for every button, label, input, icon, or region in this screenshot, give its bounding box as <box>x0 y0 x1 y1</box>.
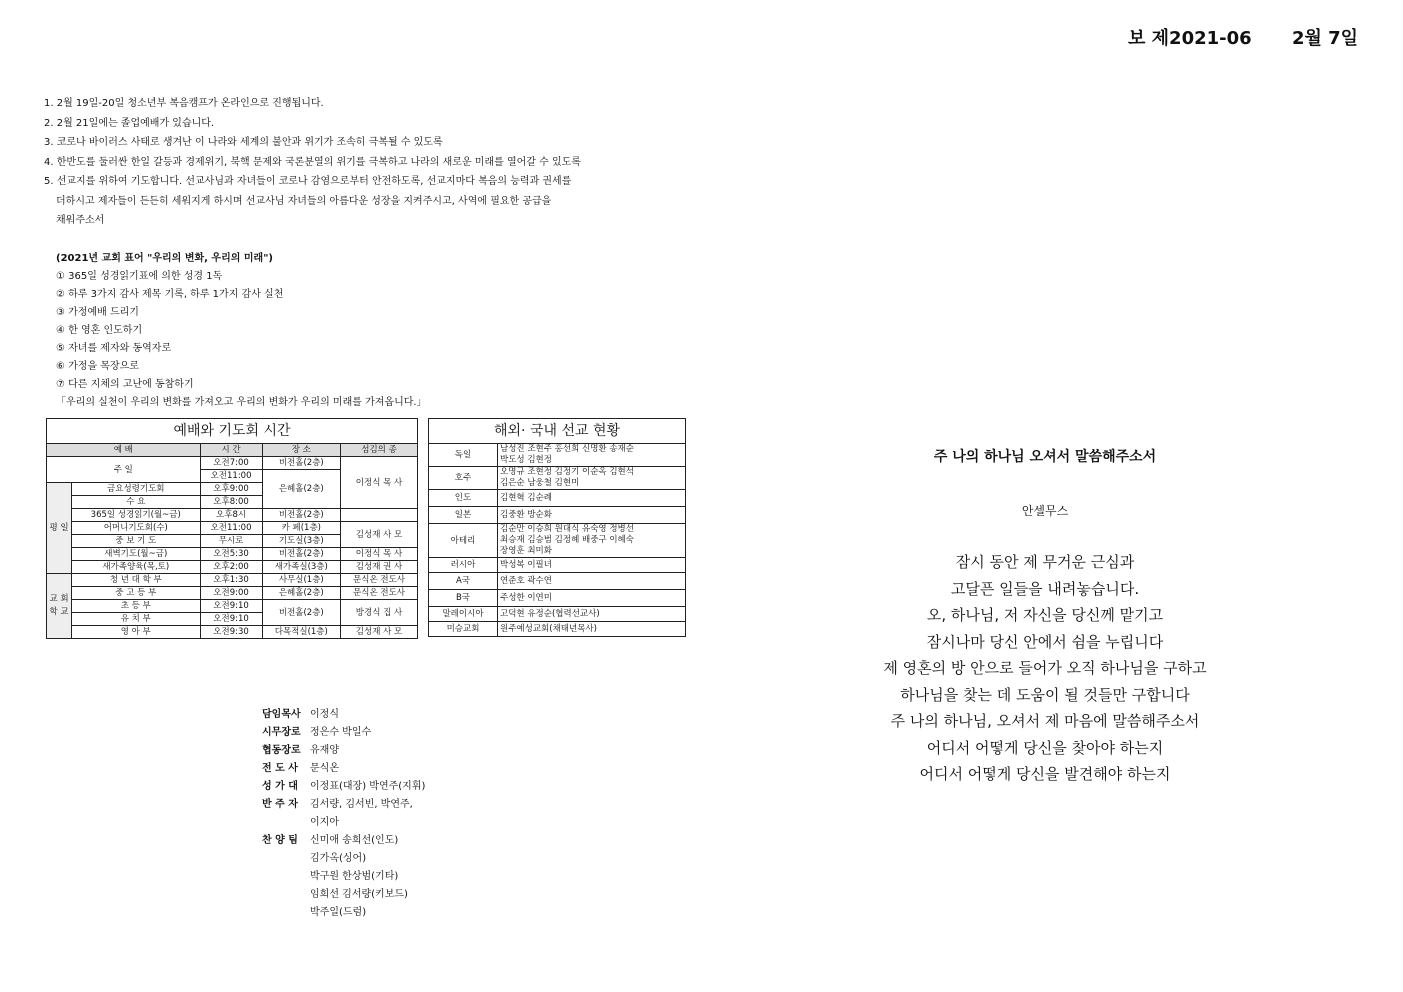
goal-item: ③ 가정예배 드리기 <box>56 307 139 318</box>
poem-line: 오, 하나님, 저 자신을 당신께 맡기고 <box>926 606 1164 624</box>
leader-cell: 김성재 사 모 <box>341 626 418 639</box>
bulletin-header <box>1128 24 1392 50</box>
place-cell: 사무실(1층) <box>262 574 340 587</box>
worship-table-title: 예배와 기도회 시간 <box>47 419 418 444</box>
poem-line: 어디서 어떻게 당신을 발견해야 하는지 <box>919 765 1171 783</box>
column-header: 시 간 <box>200 444 262 457</box>
service-name: 금요성령기도회 <box>72 483 201 496</box>
announcement-item: 5. 선교지를 위하여 기도합니다. 선교사님과 자녀들이 코로나 감염으로부터 안전하도록, 선교지마다 복음의 능력과 권세를 <box>44 176 572 187</box>
service-name: 수 요 <box>72 496 201 509</box>
announcement-item: 2. 2월 21일에는 졸업예배가 있습니다. <box>44 117 215 129</box>
time-cell: 오전9:10 <box>200 613 262 626</box>
staff-role: 시무장로 <box>262 727 301 738</box>
missionary-names: 김중환 방순화 <box>498 507 686 524</box>
service-name: 어머니기도회(수) <box>72 522 201 535</box>
service-name: 영 아 부 <box>72 626 201 639</box>
place-cell: 비전홀(2층) <box>262 457 340 470</box>
poem-line: 제 영혼의 방 안으로 들어가 오직 하나님을 구하고 <box>883 659 1207 677</box>
bulletin-date: 2월 7일 <box>1291 28 1359 49</box>
leader-cell: 이정식 목 사 <box>341 548 418 561</box>
church-staff <box>262 706 425 922</box>
church-school-label: 교 회 학 교 <box>47 574 72 639</box>
missionary-names: 오명규 조현정 김정기 이순옥 김현석 김은순 남웅철 김현미 <box>498 467 686 490</box>
missionary-names: 김순만 이승희 원대식 유숙영 정병선 최승재 김승범 김정혜 배중구 이혜숙 장영훈 최미화 <box>498 524 686 558</box>
poem-line: 주 나의 하나님, 오셔서 제 마음에 말씀해주소서 <box>890 712 1200 730</box>
goal-item: ② 하루 3가지 감사 제목 기록, 하루 1가지 감사 실천 <box>56 289 284 300</box>
time-cell: 오후8:00 <box>200 496 262 509</box>
staff-names: 이정식 <box>310 709 339 720</box>
time-cell: 오전5:30 <box>200 548 262 561</box>
country-cell: A국 <box>429 573 498 590</box>
mission-status-table <box>428 418 686 637</box>
poem-line: 고달픈 일들을 내려놓습니다. <box>950 579 1140 598</box>
announcements <box>44 94 684 231</box>
staff-role: 전 도 사 <box>262 763 298 774</box>
announcement-item: 3. 코로나 바이러스 사태로 생겨난 이 나라와 세계의 불안과 위기가 조속히 극복될 수 있도록 <box>44 137 443 148</box>
goals-title: (2021년 교회 표어 "우리의 변화, 우리의 미래") <box>56 253 273 264</box>
staff-role: 성 가 대 <box>262 781 298 792</box>
time-cell: 오후1:30 <box>200 574 262 587</box>
service-name: 유 치 부 <box>72 613 201 626</box>
time-cell: 오전9:00 <box>200 587 262 600</box>
staff-role: 담임목사 <box>262 709 301 720</box>
missionary-names: 고덕현 유정순(협력선교사) <box>498 607 686 622</box>
poem-author: 안셀무스 <box>1021 504 1069 518</box>
staff-names: 이정표(대장) 박연주(지휘) <box>310 781 426 792</box>
time-cell: 오전7:00 <box>200 457 262 470</box>
staff-role: 찬 양 팀 <box>262 835 298 846</box>
poem-line: 잠시나마 당신 안에서 쉼을 누립니다 <box>926 632 1164 651</box>
country-cell: 러시아 <box>429 558 498 573</box>
staff-names: 김서량, 김서빈, 박연주, <box>310 799 413 810</box>
missionary-names: 남성진 조현주 홍선희 신명환 송재순 박도성 김현정 <box>498 444 686 467</box>
service-name: 새벽기도(월~금) <box>72 548 201 561</box>
staff-names: 정은수 박일수 <box>310 727 372 738</box>
service-name: 중 보 기 도 <box>72 535 201 548</box>
leader-cell <box>341 509 418 522</box>
leader-cell: 문식온 전도사 <box>341 574 418 587</box>
service-name: 365일 성경읽기(월~금) <box>72 509 201 522</box>
time-cell: 무시로 <box>200 535 262 548</box>
country-cell: 독일 <box>429 444 498 467</box>
service-name: 중 고 등 부 <box>72 587 201 600</box>
place-cell: 새가족실(3층) <box>262 561 340 574</box>
place-cell: 기도실(3층) <box>262 535 340 548</box>
announcement-item: 더하시고 제자들이 든든히 세워지게 하시며 선교사님 자녀들의 아름다운 성장을 지켜주시고, 사역에 필요한 공급을 <box>56 195 552 207</box>
poem-line: 잠시 동안 제 무거운 근심과 <box>955 553 1135 571</box>
leader-cell: 김성재 권 사 <box>341 561 418 574</box>
announcement-item: 채워주소서 <box>56 215 105 226</box>
country-cell: 말레이시아 <box>429 607 498 622</box>
country-cell: 인도 <box>429 490 498 507</box>
column-header: 섬김의 종 <box>341 444 418 457</box>
country-cell: 아테리 <box>429 524 498 558</box>
place-cell: 비전홀(2층) <box>262 548 340 561</box>
leader-cell: 문식온 전도사 <box>341 587 418 600</box>
missionary-names: 김현혁 김순례 <box>498 490 686 507</box>
service-name: 청 년 대 학 부 <box>72 574 201 587</box>
place-cell: 다목적실(1층) <box>262 626 340 639</box>
goals-closing: 「우리의 실천이 우리의 변화를 가져오고 우리의 변화가 우리의 미래를 가져옵니다.」 <box>56 397 427 408</box>
weekday-label: 평 일 <box>47 483 72 574</box>
missionary-names: 박성복 이필녀 <box>498 558 686 573</box>
worship-schedule-table <box>46 418 418 639</box>
issue-number: 보 제2021-06 <box>1128 28 1252 49</box>
staff-names: 박주일(드럼) <box>310 907 367 918</box>
poem-line: 하나님을 찾는 데 도움이 될 것들만 구합니다 <box>900 685 1190 704</box>
sunday-label: 주 일 <box>47 457 201 483</box>
country-cell: 호주 <box>429 467 498 490</box>
staff-role: 반 주 자 <box>262 799 298 810</box>
place-cell: 카 페(1층) <box>262 522 340 535</box>
announcement-item: 4. 한반도를 둘러싼 한일 갈등과 경제위기, 북핵 문제와 국론분열의 위기를 극복하고 나라의 새로운 미래를 열어갈 수 있도록 <box>44 156 581 168</box>
country-cell: 미승교회 <box>429 622 498 637</box>
goal-item: ① 365일 성경읽기표에 의한 성경 1독 <box>56 271 223 282</box>
staff-role: 협동장로 <box>262 745 301 756</box>
time-cell: 오전9:10 <box>200 600 262 613</box>
staff-names: 유재양 <box>310 745 339 756</box>
service-name: 새가족양육(목,토) <box>72 561 201 574</box>
time-cell: 오전11:00 <box>200 470 262 483</box>
service-name: 초 등 부 <box>72 600 201 613</box>
time-cell: 오전9:30 <box>200 626 262 639</box>
place-cell: 비전홀(2층) <box>262 509 340 522</box>
poem-body <box>840 549 1250 788</box>
poem-line: 어디서 어떻게 당신을 찾아야 하는지 <box>926 738 1164 757</box>
goal-item: ④ 한 영혼 인도하기 <box>56 325 143 336</box>
time-cell: 오후9:00 <box>200 483 262 496</box>
missionary-names: 주성한 이연미 <box>498 590 686 607</box>
country-cell: 일본 <box>429 507 498 524</box>
missionary-names: 연준호 곽수연 <box>498 573 686 590</box>
goal-item: ⑤ 자녀를 제자와 동역자로 <box>56 343 172 354</box>
place-cell: 은혜홀(2층) <box>262 470 340 509</box>
goal-item: ⑦ 다른 지체의 고난에 동참하기 <box>56 379 194 390</box>
time-cell: 오후8시 <box>200 509 262 522</box>
country-cell: B국 <box>429 590 498 607</box>
missionary-names: 원주예성교회(채태년목사) <box>498 622 686 637</box>
place-cell: 은혜홀(2층) <box>262 587 340 600</box>
announcement-item: 1. 2월 19일-20일 청소년부 복음캠프가 온라인으로 진행됩니다. <box>44 98 324 109</box>
church-goals <box>56 250 427 412</box>
staff-names: 임희선 김서량(키보드) <box>310 889 408 900</box>
column-header: 장 소 <box>262 444 340 457</box>
mission-table-title: 해외· 국내 선교 현황 <box>429 419 686 444</box>
time-cell: 오전11:00 <box>200 522 262 535</box>
leader-cell: 이정식 목 사 <box>341 457 418 509</box>
staff-names: 김가옥(싱어) <box>310 853 367 864</box>
poem-title: 주 나의 하나님 오셔서 말씀해주소서 <box>933 449 1157 465</box>
goal-item: ⑥ 가정을 목장으로 <box>56 361 139 372</box>
prayer-poem <box>840 446 1250 788</box>
staff-names: 문식온 <box>310 763 339 774</box>
column-header: 예 배 <box>47 444 201 457</box>
leader-cell: 김성재 사 모 <box>341 522 418 548</box>
staff-names: 이지아 <box>310 817 339 828</box>
leader-cell: 방경식 집 사 <box>341 600 418 626</box>
staff-names: 박구원 한상범(기타) <box>310 871 399 882</box>
place-cell: 비전홀(2층) <box>262 600 340 626</box>
staff-names: 신미애 송희선(인도) <box>310 835 399 846</box>
time-cell: 오후2:00 <box>200 561 262 574</box>
